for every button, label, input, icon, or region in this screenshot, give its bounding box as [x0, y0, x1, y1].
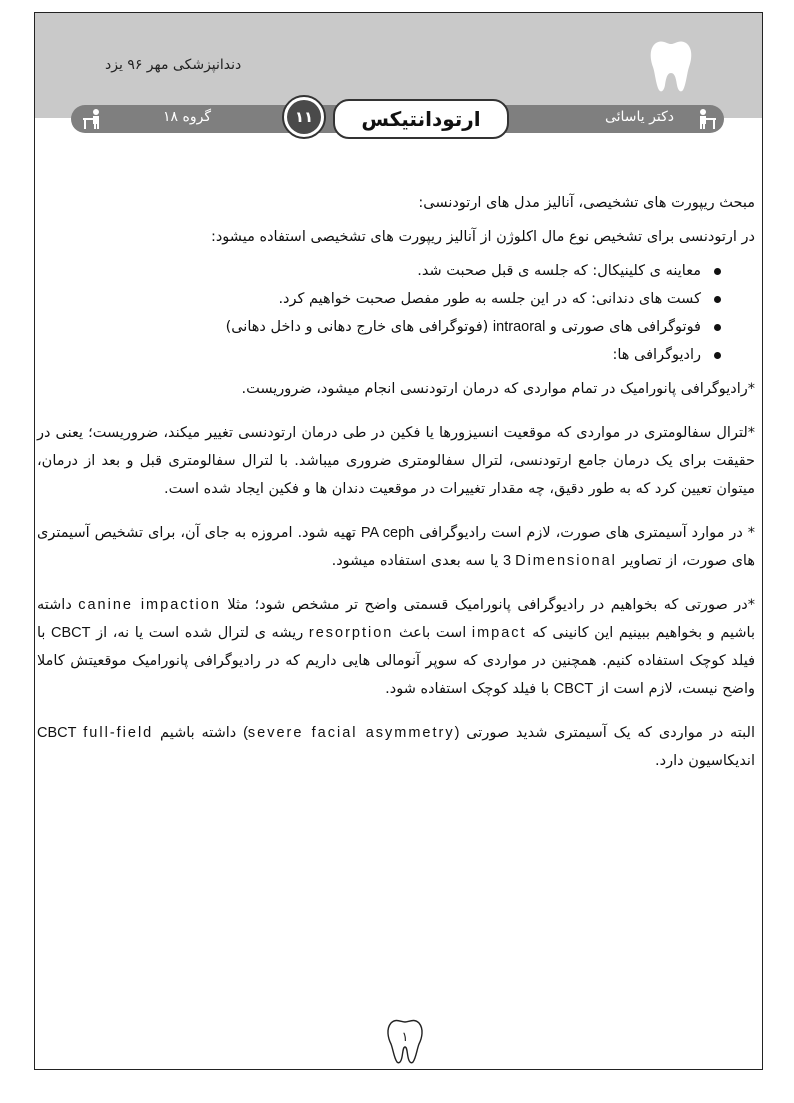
english-term: resorption [308, 625, 394, 641]
english-term: full-field [83, 725, 154, 741]
intro-paragraph: در ارتودنسی برای تشخیص نوع مال اکلوژن از آنالیز ریپورت های تشخیصی استفاده میشود: [210, 229, 755, 245]
teacher-desk-icon [696, 108, 718, 134]
group-label: گروه ۱۸ [163, 109, 211, 125]
teacher-name: دکتر یاسائی [604, 109, 674, 125]
teacher-desk-icon [81, 108, 103, 134]
english-term: CBCT [51, 625, 91, 641]
session-number-badge [282, 95, 326, 139]
english-term: (severe facial asymmetry) [243, 725, 460, 741]
page-frame [34, 12, 763, 1070]
tooth-page-icon [383, 1017, 427, 1069]
pa-ceph-paragraph: * در موارد آسیمتری های صورت، لازم است رادیوگرافی PA ceph تهیه شود. امروزه به جای آن، برای تشخیص آسیمتری های صورت، از تصاویر 3 Dimensional یا سه بعدی استفاده میشود. [37, 525, 755, 569]
page-title: ارتودانتیکس [333, 99, 509, 139]
cbct-paragraph: *در صورتی که بخواهیم در رادیوگرافی پانورامیک قسمتی واضح تر مشخص شود؛ مثلا canine impaction داشته باشیم و بخواهیم ببینیم این کانینی که impact است باعث resorption ریشه ی لترال شده است یا نه، از CBCT با فیلد کوچک استفاده کنیم. همچنین در مواردی که سوپر آنومالی هایی داریم که در رادیوگرافی پانورامیک موقعیتش کاملا واضح نیست، لازم است از CBCT با فیلد کوچک استفاده شود. [37, 597, 755, 697]
school-label: دندانپزشکی مهر ۹۶ یزد [105, 57, 242, 73]
asymmetry-paragraph: البته در مواردی که یک آسیمتری شدید صورتی (severe facial asymmetry) داشته باشیم full-field CBCT اندیکاسیون دارد. [37, 725, 755, 769]
pano-paragraph: *رادیوگرافی پانورامیک در تمام مواردی که درمان ارتودنسی انجام میشود، ضروریست. [241, 381, 755, 397]
page-number: ۱ [401, 1030, 409, 1045]
english-term: CBCT [553, 681, 594, 697]
list-item: معاینه ی کلینیکال: که جلسه ی قبل صحبت شد. [35, 257, 721, 285]
english-term: impact [471, 625, 527, 641]
list-item: فوتوگرافی های صورتی و intraoral (فوتوگرافی های خارج دهانی و داخل دهانی) [35, 313, 721, 341]
ceph-paragraph: *لترال سفالومتری در مواردی که موقعیت انسیزورها یا فکین در طی درمان ارتودنسی تغییر میکند، ضروریست؛ یعنی در حقیقت برای یک درمان جامع ارتودنسی، لترال سفالومتری ضروری میباشد. با لترال سفالومتری قبل و بعد از درمان، میتوان تعیین کرد که به طور دقیق، چه مقدار تغییرات در موقعیت دندان ها و فکین ایجاد شده است. [37, 425, 755, 497]
section-heading: مبحث ریپورت های تشخیصی، آنالیز مدل های ارتودنسی: [418, 195, 755, 211]
list-item: کست های دندانی: که در این جلسه به طور مفصل صحبت خواهیم کرد. [35, 285, 721, 313]
english-term: canine impaction [78, 597, 221, 613]
page-content [35, 189, 759, 775]
english-term: intraoral [492, 319, 546, 335]
english-term: PA ceph [360, 525, 415, 541]
tooth-icon [648, 39, 694, 97]
english-term: 3 Dimensional [503, 553, 617, 569]
diagnostic-records-list [35, 257, 759, 369]
session-number: ۱۱ [287, 100, 321, 134]
list-item: رادیوگرافی ها: [35, 341, 721, 369]
english-term: CBCT [37, 725, 77, 741]
